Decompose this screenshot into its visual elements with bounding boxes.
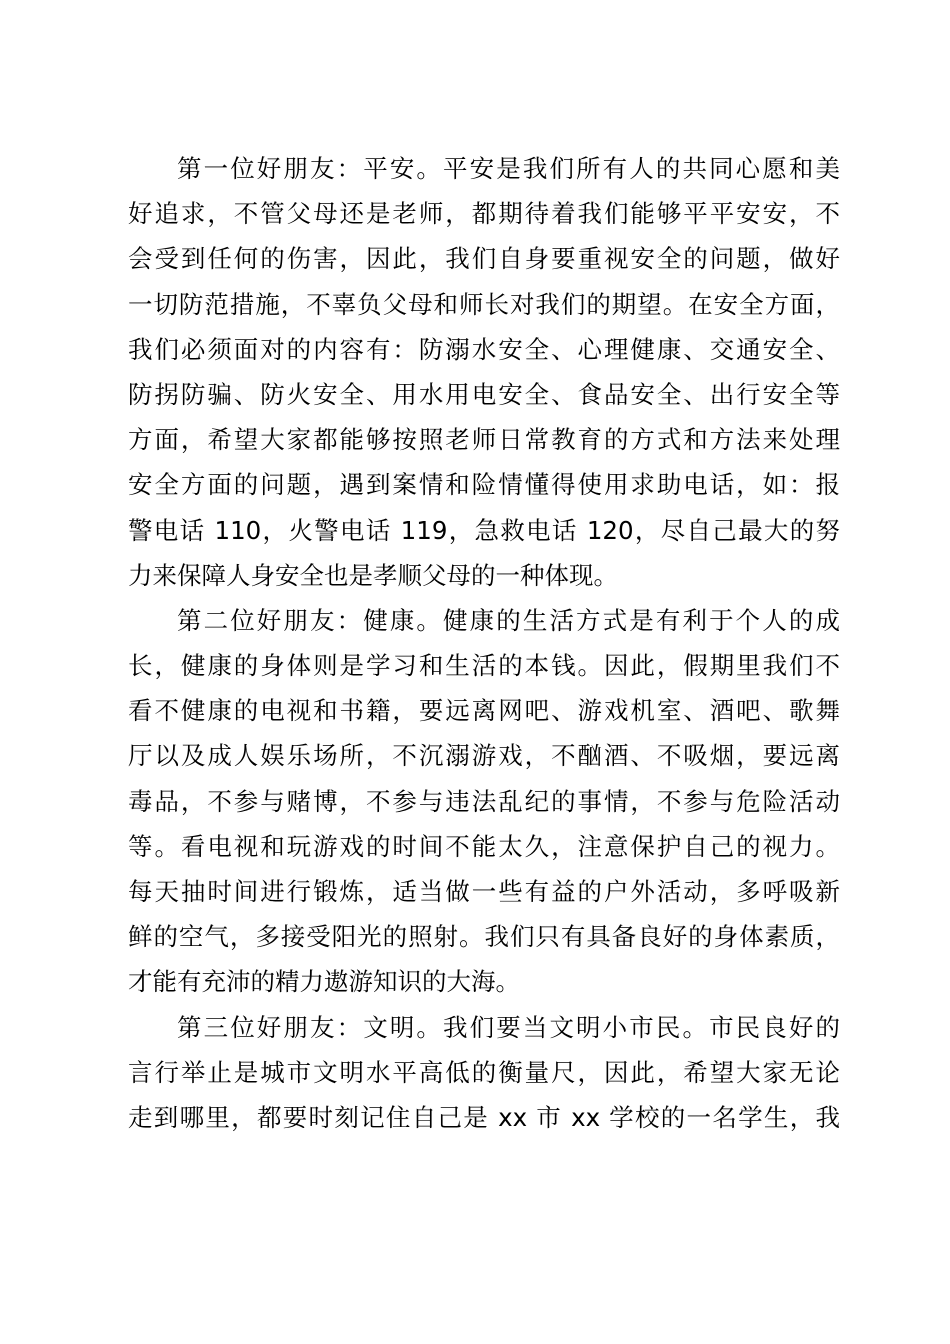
text-line: 安全方面的问题，遇到案情和险情懂得使用求助电话，如：报 — [128, 470, 840, 500]
text-line: 厅以及成人娱乐场所，不沉溺游戏，不酗酒、不吸烟，要远离 — [128, 741, 840, 771]
text-line: 长，健康的身体则是学习和生活的本钱。因此，假期里我们不 — [128, 651, 840, 681]
paragraph-safety — [128, 146, 840, 598]
text-line: 每天抽时间进行锻炼，适当做一些有益的户外活动，多呼吸新 — [128, 877, 840, 906]
text-line: 第二位好朋友：健康。健康的生活方式是有利于个人的成 — [177, 605, 840, 635]
text-line: 我们必须面对的内容有：防溺水安全、心理健康、交通安全、 — [128, 334, 840, 364]
text-line: 毒品，不参与赌博，不参与违法乱纪的事情，不参与危险活动 — [128, 786, 840, 816]
text-line: 方面，希望大家都能够按照老师日常教育的方式和方法来处理 — [128, 425, 840, 455]
text-line: 好追求，不管父母还是老师，都期待着我们能够平平安安，不 — [128, 199, 840, 229]
text-line: 会受到任何的伤害，因此，我们自身要重视安全的问题，做好 — [128, 244, 840, 274]
text-line: 言行举止是城市文明水平高低的衡量尺，因此，希望大家无论 — [128, 1057, 840, 1087]
text-line: 等。看电视和玩游戏的时间不能太久，注意保护自己的视力。 — [128, 831, 840, 861]
paragraph-health — [128, 598, 840, 1005]
text-line: 第三位好朋友：文明。我们要当文明小市民。市民良好的 — [177, 1012, 840, 1042]
text-line: 防拐防骗、防火安全、用水用电安全、食品安全、出行安全等 — [128, 379, 840, 409]
text-line: 看不健康的电视和书籍，要远离网吧、游戏机室、酒吧、歌舞 — [128, 696, 840, 726]
paragraph-civility — [128, 1005, 840, 1141]
text-line: 鲜的空气，多接受阳光的照射。我们只有具备良好的身体素质， — [128, 922, 840, 952]
text-line: 力来保障人身安全也是孝顺父母的一种体现。 — [128, 560, 618, 590]
body-text — [128, 146, 840, 1140]
text-line: 第一位好朋友：平安。平安是我们所有人的共同心愿和美 — [177, 154, 840, 183]
text-line: 才能有充沛的精力遨游知识的大海。 — [128, 967, 520, 997]
text-line: 走到哪里，都要时刻记住自己是 xx 市 xx 学校的一名学生，我 — [128, 1102, 840, 1132]
text-line: 一切防范措施，不辜负父母和师长对我们的期望。在安全方面， — [128, 289, 840, 319]
text-line: 警电话 110，火警电话 119，急救电话 120，尽自己最大的努 — [128, 515, 840, 545]
